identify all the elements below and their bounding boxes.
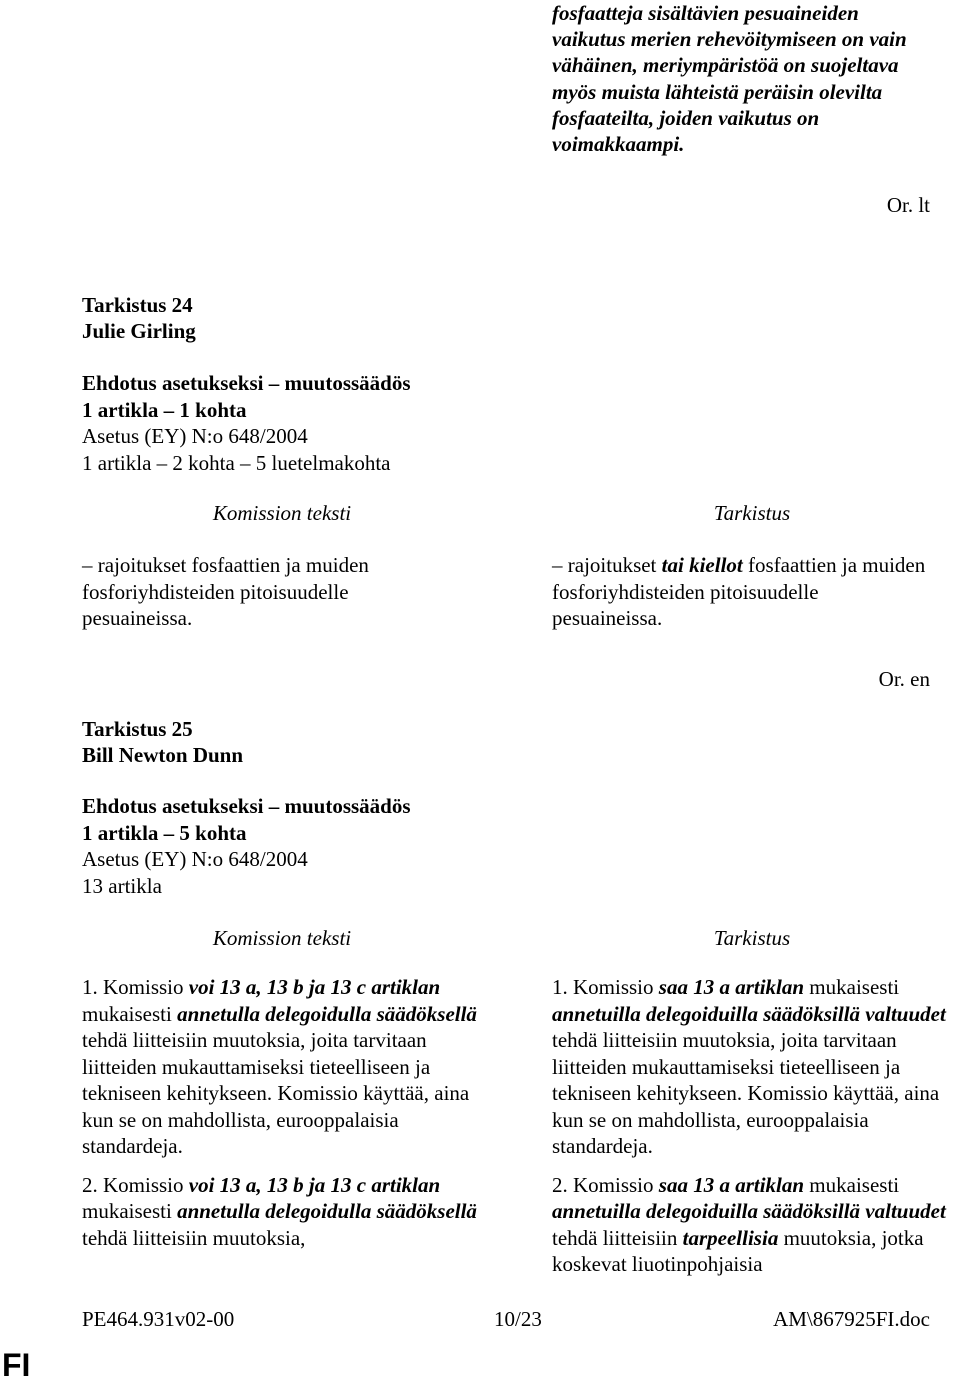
top-note-line: fosfaatteja sisältävien pesuaineiden xyxy=(552,1,859,25)
changed-text: saa 13 a artiklan xyxy=(658,1172,805,1197)
commission-text-25 xyxy=(82,974,484,1263)
commission-text-header: Komission teksti xyxy=(212,501,352,525)
text-part: 2. Komissio xyxy=(82,1172,189,1197)
text-part: tehdä liitteisiin muutoksia, joita tarvitaan liitteiden mukauttamiseksi tieteelliseen ja tekniseen kehitykseen. Komissio käyttää, aina kun se on mahdollista, eurooppalaisia standardeja. xyxy=(552,1028,940,1158)
amendment-header: Tarkistus xyxy=(713,501,791,525)
ref-line: 1 artikla – 2 kohta – 5 luetelmakohta xyxy=(82,450,391,475)
text-part: tehdä liitteisiin xyxy=(552,1225,683,1250)
top-note xyxy=(552,0,952,157)
amendment-24-author: Julie Girling xyxy=(82,319,196,343)
changed-text: annetuilla delegoiduilla säädöksillä valtuudet xyxy=(552,1001,946,1026)
ref-line: Asetus (EY) N:o 648/2004 xyxy=(82,847,308,871)
changed-text: annetulla delegoidulla säädöksellä xyxy=(177,1001,477,1026)
ref-line: Asetus (EY) N:o 648/2004 xyxy=(82,424,308,448)
text-part: mukaisesti xyxy=(82,1001,178,1026)
text-part: 1. Komissio xyxy=(82,975,189,999)
changed-text: tarpeellisia xyxy=(682,1225,779,1250)
footer-language-code: FI xyxy=(2,1347,31,1383)
footer-page-number: 10/23 xyxy=(494,1307,542,1331)
amendment-text-24 xyxy=(552,552,927,632)
amendment-header: Tarkistus xyxy=(713,926,791,950)
top-note-line: vähäinen, meriympäristöä on suojeltava xyxy=(552,53,899,78)
top-note-line: voimakkaampi. xyxy=(552,132,685,157)
top-note-line: fosfaateilta, joiden vaikutus on xyxy=(552,105,820,130)
original-language-en: Or. en xyxy=(878,667,930,691)
text-part: – rajoitukset xyxy=(552,553,662,577)
text-part: mukaisesti xyxy=(82,1199,178,1223)
commission-text-24: – rajoitukset fosfaattien ja muiden fosforiyhdisteiden pitoisuudelle pesuaineissa. xyxy=(82,553,369,630)
text-part: muutoksia, jotka koskevat liuotinpohjaisia xyxy=(552,1225,924,1276)
paragraph-1 xyxy=(82,974,484,1160)
amendment-text-25 xyxy=(552,974,952,1290)
commission-text-header: Komission teksti xyxy=(212,926,352,950)
footer-file-name: AM\867925FI.doc xyxy=(773,1307,930,1331)
text-part: tehdä liitteisiin muutoksia, xyxy=(82,1225,306,1250)
changed-text: saa 13 a artiklan xyxy=(658,975,805,999)
changed-text: voi 13 a, 13 b ja 13 c artiklan xyxy=(188,975,441,999)
changed-text: voi 13 a, 13 b ja 13 c artiklan xyxy=(188,1172,441,1197)
amendment-25-title: Tarkistus 25 xyxy=(82,717,193,741)
top-note-line: myös muista lähteistä peräisin olevilta xyxy=(552,79,883,104)
text-part: mukaisesti xyxy=(804,1172,900,1197)
amendment-25-reference xyxy=(82,793,642,899)
text-part: 2. Komissio xyxy=(552,1172,659,1197)
changed-text: annetulla delegoidulla säädöksellä xyxy=(177,1199,477,1223)
paragraph-2 xyxy=(82,1172,484,1252)
ref-line: 13 artikla xyxy=(82,873,162,898)
footer-document-ref: PE464.931v02-00 xyxy=(82,1307,235,1331)
paragraph-1 xyxy=(552,974,952,1160)
ref-line: 1 artikla – 5 kohta xyxy=(82,820,247,845)
amendment-24-reference xyxy=(82,370,642,476)
changed-text: tai kiellot xyxy=(661,553,743,577)
amendment-24-title: Tarkistus 24 xyxy=(82,293,193,317)
ref-line: Ehdotus asetukseksi – muutossäädös xyxy=(82,371,411,395)
ref-line: 1 artikla – 1 kohta xyxy=(82,397,247,422)
amendment-25-author: Bill Newton Dunn xyxy=(82,743,244,767)
paragraph-2 xyxy=(552,1172,952,1278)
text-part: tehdä liitteisiin muutoksia, joita tarvitaan liitteiden mukauttamiseksi tieteelliseen ja tekniseen kehitykseen. Komissio käyttää, aina kun se on mahdollista, eurooppalaisia standardeja. xyxy=(82,1028,470,1158)
changed-text: annetuilla delegoiduilla säädöksillä valtuudet xyxy=(552,1199,946,1223)
top-note-line: vaikutus merien rehevöitymiseen on vain xyxy=(552,27,907,52)
ref-line: Ehdotus asetukseksi – muutossäädös xyxy=(82,794,411,818)
text-part: 1. Komissio xyxy=(552,975,659,999)
text-part: mukaisesti xyxy=(804,975,900,999)
text-part: fosfaattien ja muiden fosforiyhdisteiden pitoisuudelle pesuaineissa. xyxy=(552,553,926,630)
original-language-lt: Or. lt xyxy=(886,193,930,217)
